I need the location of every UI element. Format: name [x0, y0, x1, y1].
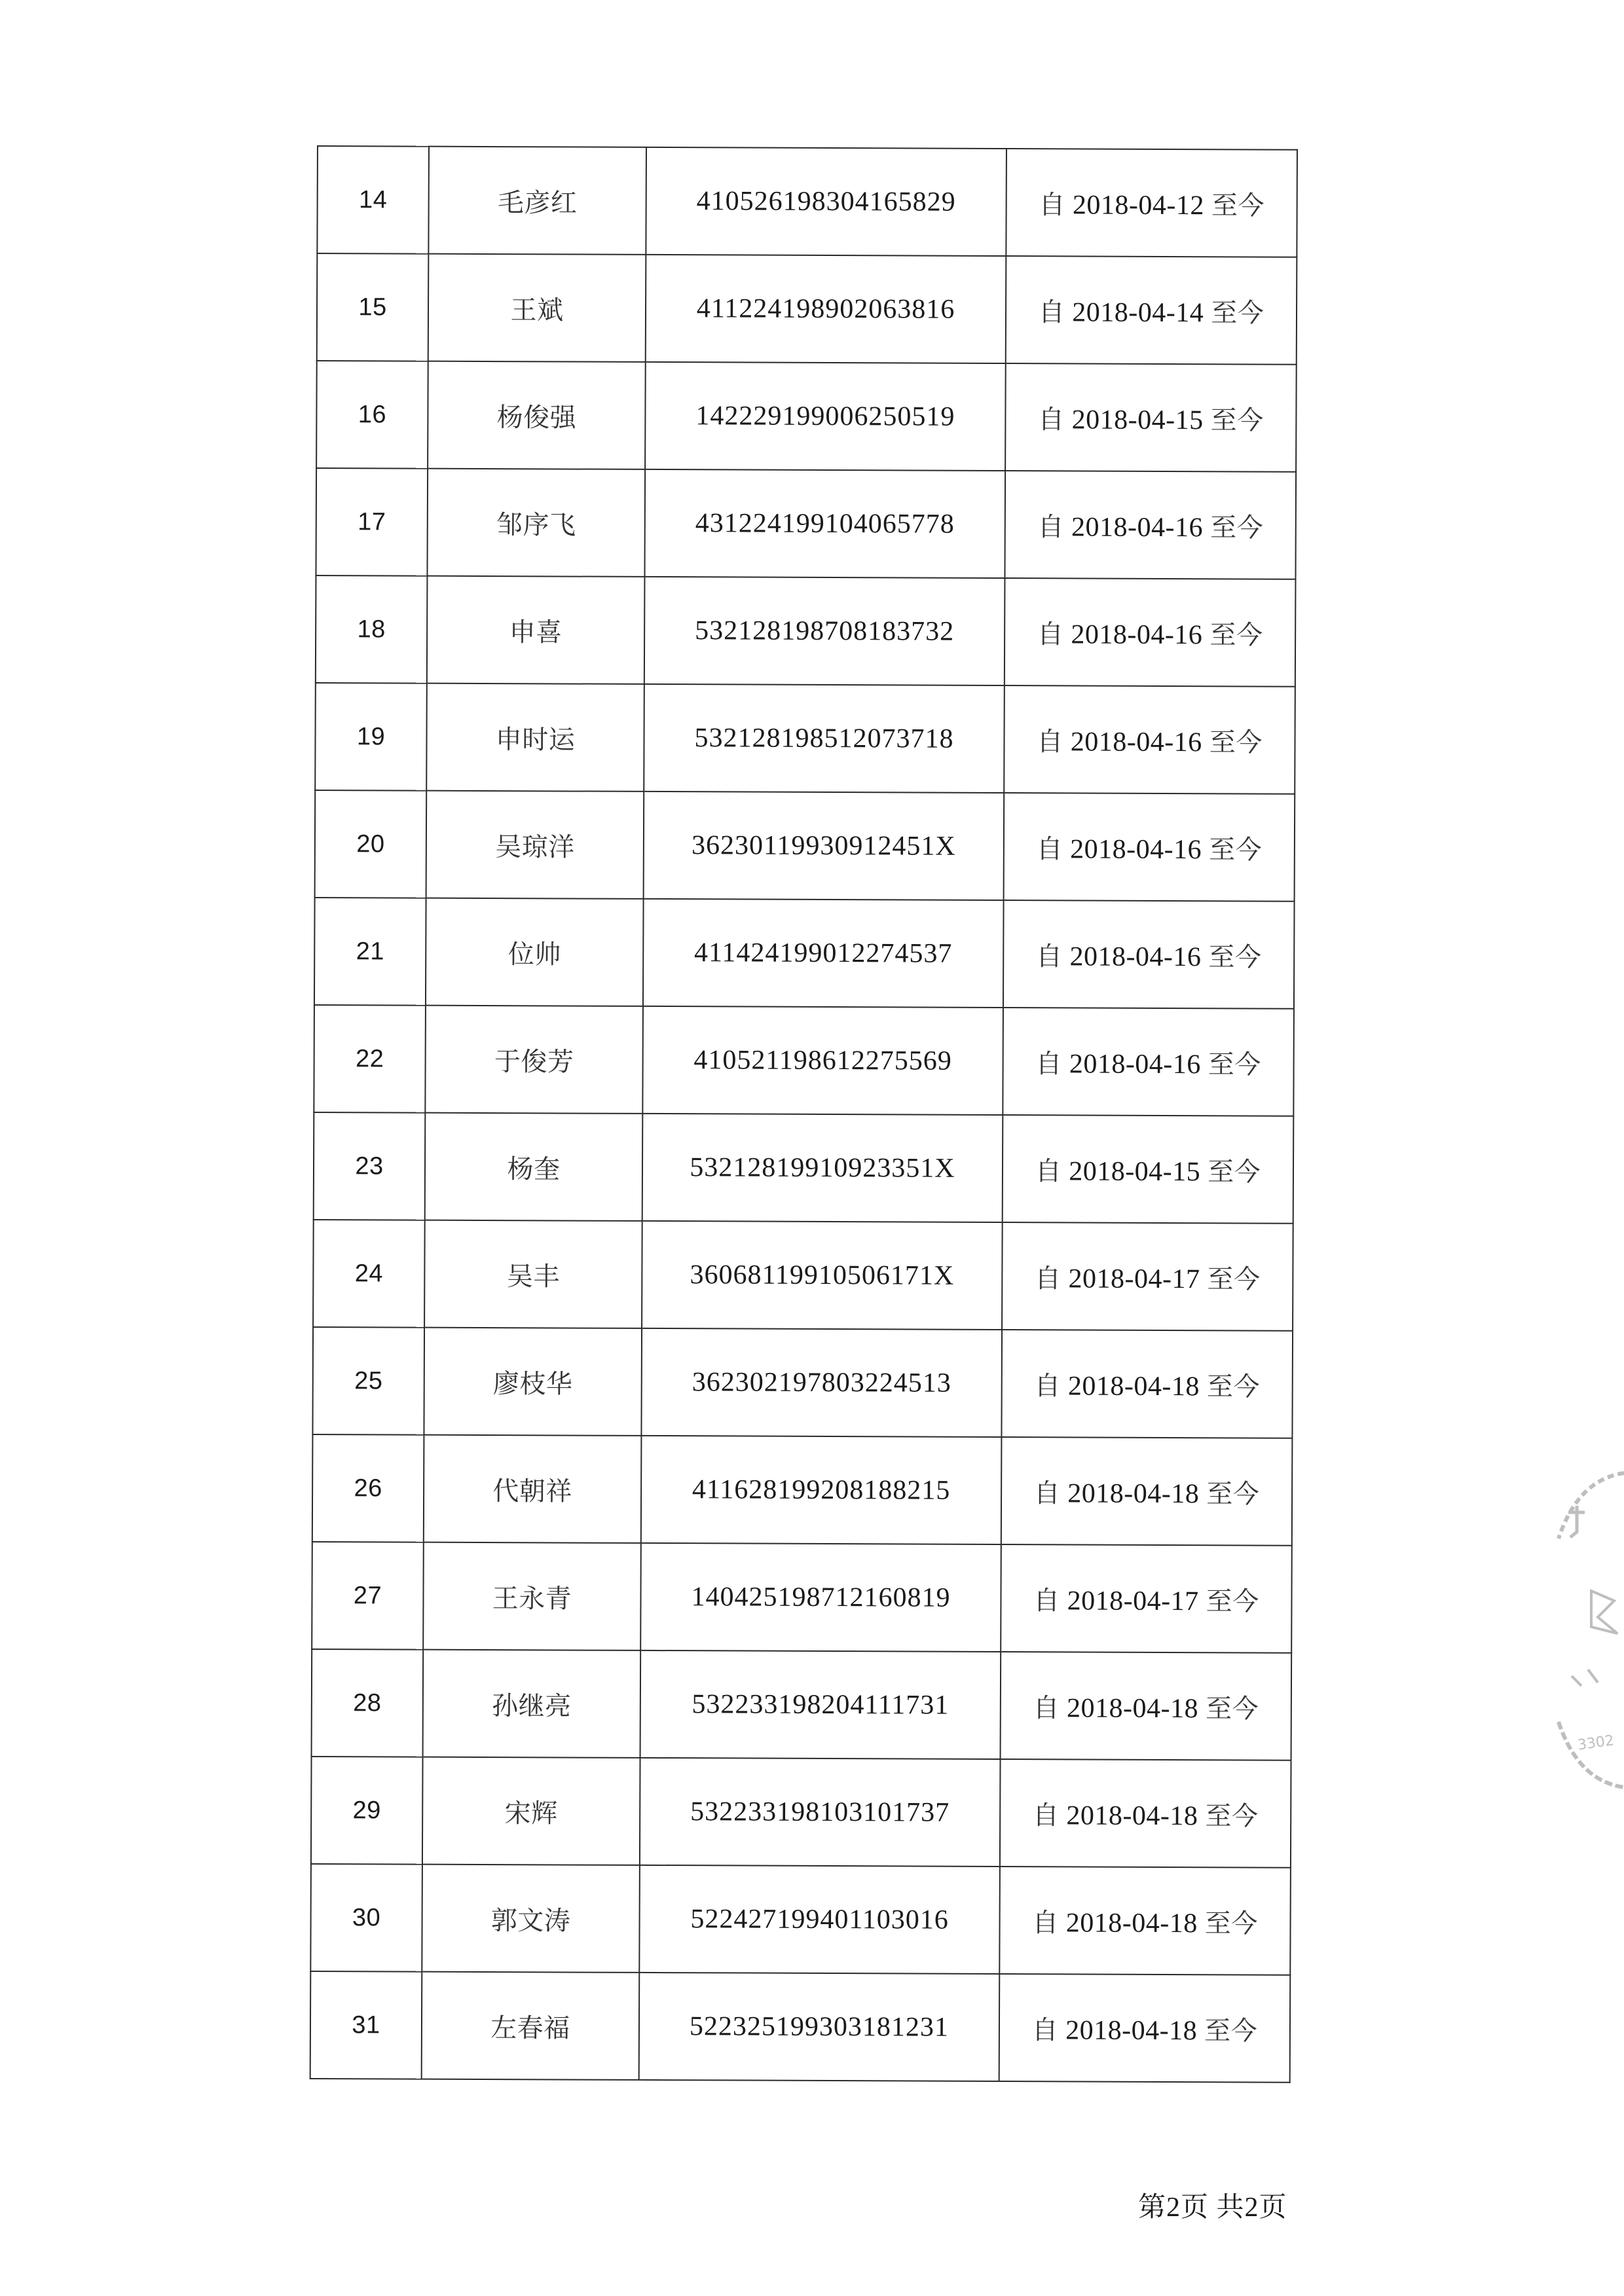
- period-prefix: 自: [1033, 1585, 1060, 1616]
- id-number-cell: 410521198612275569: [642, 1006, 1003, 1115]
- period-prefix: 自: [1036, 833, 1063, 864]
- id-number-cell: 522427199401103016: [639, 1865, 1000, 1974]
- period-suffix: 至今: [1211, 297, 1264, 329]
- period-suffix: 至今: [1204, 1908, 1258, 1939]
- row-number-cell: 25: [312, 1327, 424, 1435]
- period-cell: [1003, 1115, 1294, 1224]
- table-row: [314, 1112, 1294, 1224]
- period-suffix: 至今: [1205, 1693, 1259, 1724]
- name-cell: 左春福: [422, 1972, 640, 2080]
- period-prefix: 自: [1037, 619, 1064, 649]
- start-date: 2018-04-16: [1069, 941, 1202, 972]
- period-prefix: 自: [1037, 511, 1065, 542]
- period-cell: [999, 1974, 1291, 2083]
- period-cell: [1005, 363, 1297, 472]
- period-suffix: 至今: [1208, 1049, 1261, 1080]
- start-date: 2018-04-15: [1071, 404, 1204, 435]
- roster-table-body: [310, 146, 1297, 2083]
- id-number-cell: 532128198512073718: [644, 684, 1005, 793]
- period-suffix: 至今: [1206, 1371, 1261, 1402]
- table-row: [312, 1327, 1293, 1438]
- period-prefix: 自: [1033, 1478, 1061, 1508]
- seal-arc-bottom: [1559, 1722, 1624, 1787]
- period-cell: [999, 1867, 1291, 1975]
- id-number-cell: 142229199006250519: [645, 362, 1006, 471]
- period-prefix: 自: [1038, 297, 1065, 327]
- row-number-cell: 14: [317, 146, 429, 254]
- name-cell: 申时运: [426, 683, 644, 792]
- period-cell: [1001, 1437, 1293, 1546]
- name-cell: 杨奎: [425, 1113, 643, 1221]
- name-cell: 王斌: [428, 254, 646, 362]
- row-number-cell: 30: [310, 1864, 422, 1972]
- period-suffix: 至今: [1209, 512, 1264, 543]
- table-row: [317, 146, 1297, 257]
- id-number-cell: 410526198304165829: [646, 147, 1006, 256]
- period-cell: [1004, 793, 1295, 902]
- start-date: 2018-04-16: [1070, 833, 1202, 865]
- start-date: 2018-04-16: [1069, 1048, 1201, 1080]
- period-suffix: 至今: [1204, 2015, 1258, 2047]
- name-cell: 廖枝华: [424, 1328, 642, 1436]
- id-number-cell: 362302197803224513: [641, 1328, 1002, 1437]
- id-number-cell: 36068119910506171X: [642, 1221, 1003, 1330]
- seal-star-fragment: [1591, 1591, 1617, 1633]
- period-suffix: 至今: [1206, 1478, 1260, 1510]
- row-number-cell: 19: [315, 683, 427, 791]
- table-row: [312, 1649, 1292, 1760]
- name-cell: 宋辉: [422, 1757, 640, 1865]
- table-row: [314, 1005, 1294, 1116]
- start-date: 2018-04-14: [1072, 297, 1204, 328]
- name-cell: 吴丰: [424, 1220, 642, 1328]
- period-cell: [1005, 578, 1296, 687]
- seal-number-text: 3302: [1576, 1732, 1615, 1754]
- period-prefix: 自: [1039, 189, 1065, 220]
- table-row: [312, 1542, 1292, 1653]
- start-date: 2018-04-17: [1068, 1263, 1200, 1294]
- name-cell: 郭文涛: [422, 1865, 640, 1973]
- period-cell: [1003, 900, 1295, 1009]
- row-number-cell: 22: [314, 1005, 426, 1113]
- period-suffix: 至今: [1209, 834, 1263, 866]
- table-row: [315, 683, 1295, 794]
- row-number-cell: 23: [314, 1112, 426, 1220]
- period-prefix: 自: [1033, 1692, 1060, 1723]
- row-number-cell: 18: [316, 575, 428, 683]
- period-prefix: 自: [1032, 1907, 1059, 1938]
- period-cell: [1001, 1330, 1293, 1438]
- period-prefix: 自: [1035, 1156, 1062, 1186]
- period-cell: [1004, 685, 1295, 794]
- id-number-cell: 411628199208188215: [641, 1436, 1002, 1544]
- row-number-cell: 15: [317, 253, 429, 361]
- period-prefix: 自: [1034, 1370, 1061, 1401]
- roster-table: [310, 145, 1298, 2083]
- period-suffix: 至今: [1209, 619, 1263, 651]
- start-date: 2018-04-18: [1066, 1800, 1198, 1831]
- table-row: [315, 790, 1295, 902]
- name-cell: 吴琼洋: [426, 791, 644, 899]
- period-prefix: 自: [1035, 1048, 1062, 1079]
- period-suffix: 至今: [1206, 1586, 1259, 1617]
- start-date: 2018-04-18: [1065, 2014, 1198, 2046]
- start-date: 2018-04-18: [1067, 1478, 1200, 1509]
- row-number-cell: 26: [312, 1434, 424, 1542]
- period-prefix: 自: [1037, 726, 1063, 757]
- period-cell: [1001, 1544, 1292, 1653]
- row-number-cell: 21: [314, 898, 426, 1006]
- table-row: [311, 1757, 1291, 1868]
- row-number-cell: 31: [310, 1971, 422, 2079]
- table-row: [316, 575, 1296, 687]
- name-cell: 代朝祥: [424, 1435, 642, 1543]
- roster-table-container: [310, 145, 1298, 2083]
- id-number-cell: 431224199104065778: [644, 469, 1005, 578]
- name-cell: 于俊芳: [425, 1006, 643, 1114]
- id-number-cell: 532233198204111731: [640, 1650, 1001, 1759]
- start-date: 2018-04-12: [1072, 189, 1204, 221]
- id-number-cell: 522325199303181231: [639, 1973, 1000, 2081]
- row-number-cell: 29: [311, 1757, 423, 1865]
- period-suffix: 至今: [1210, 405, 1264, 436]
- table-row: [310, 1864, 1291, 1975]
- name-cell: 王永青: [423, 1542, 641, 1650]
- name-cell: 孙继亮: [423, 1650, 641, 1758]
- period-prefix: 自: [1032, 1800, 1060, 1831]
- table-row: [316, 361, 1297, 472]
- period-suffix: 至今: [1209, 727, 1263, 758]
- period-cell: [1003, 1008, 1294, 1116]
- period-prefix: 自: [1035, 1263, 1061, 1294]
- start-date: 2018-04-15: [1069, 1156, 1201, 1187]
- row-number-cell: 17: [316, 468, 428, 576]
- row-number-cell: 16: [316, 361, 428, 469]
- row-number-cell: 20: [315, 790, 427, 898]
- period-prefix: 自: [1031, 2014, 1059, 2045]
- period-prefix: 自: [1038, 404, 1065, 435]
- name-cell: 位帅: [426, 898, 644, 1006]
- start-date: 2018-04-16: [1071, 511, 1204, 543]
- row-number-cell: 27: [312, 1542, 424, 1650]
- name-cell: 杨俊强: [428, 361, 646, 469]
- id-number-cell: 411224198902063816: [646, 255, 1006, 363]
- period-suffix: 至今: [1208, 1156, 1261, 1188]
- id-number-cell: 411424199012274537: [643, 899, 1004, 1008]
- start-date: 2018-04-16: [1070, 726, 1202, 757]
- table-row: [316, 468, 1296, 579]
- period-cell: [1002, 1222, 1293, 1331]
- id-number-cell: 140425198712160819: [640, 1543, 1001, 1652]
- table-row: [313, 1220, 1293, 1331]
- period-suffix: 至今: [1211, 190, 1264, 221]
- period-cell: [1000, 1759, 1291, 1868]
- name-cell: 邹序飞: [427, 469, 645, 577]
- row-number-cell: 24: [313, 1220, 425, 1328]
- period-cell: [1006, 149, 1297, 257]
- seal-arc-top: [1559, 1473, 1624, 1539]
- id-number-cell: 53212819910923351X: [642, 1114, 1003, 1222]
- row-number-cell: 28: [312, 1649, 424, 1757]
- id-number-cell: 36230119930912451X: [644, 792, 1005, 900]
- period-suffix: 至今: [1205, 1800, 1259, 1832]
- start-date: 2018-04-18: [1067, 1692, 1199, 1724]
- start-date: 2018-04-18: [1065, 1907, 1198, 1939]
- name-cell: 申喜: [427, 576, 645, 684]
- seal-mark-fragment: [1572, 1669, 1598, 1686]
- period-suffix: 至今: [1207, 1264, 1261, 1295]
- id-number-cell: 532128198708183732: [644, 577, 1005, 685]
- period-prefix: 自: [1035, 941, 1063, 972]
- period-cell: [1001, 1652, 1292, 1760]
- table-row: [317, 253, 1297, 365]
- start-date: 2018-04-16: [1071, 619, 1203, 650]
- period-suffix: 至今: [1208, 941, 1262, 973]
- table-row: [314, 898, 1295, 1009]
- table-row: [310, 1971, 1291, 2083]
- table-row: [312, 1434, 1293, 1546]
- start-date: 2018-04-17: [1067, 1585, 1199, 1616]
- name-cell: 毛彦红: [428, 147, 646, 255]
- page-footer: 第2页 共2页: [1138, 2193, 1287, 2223]
- partial-official-seal: [1552, 1460, 1624, 1800]
- id-number-cell: 532233198103101737: [640, 1758, 1001, 1867]
- period-cell: [1005, 471, 1296, 579]
- period-cell: [1006, 256, 1297, 365]
- start-date: 2018-04-18: [1067, 1370, 1200, 1402]
